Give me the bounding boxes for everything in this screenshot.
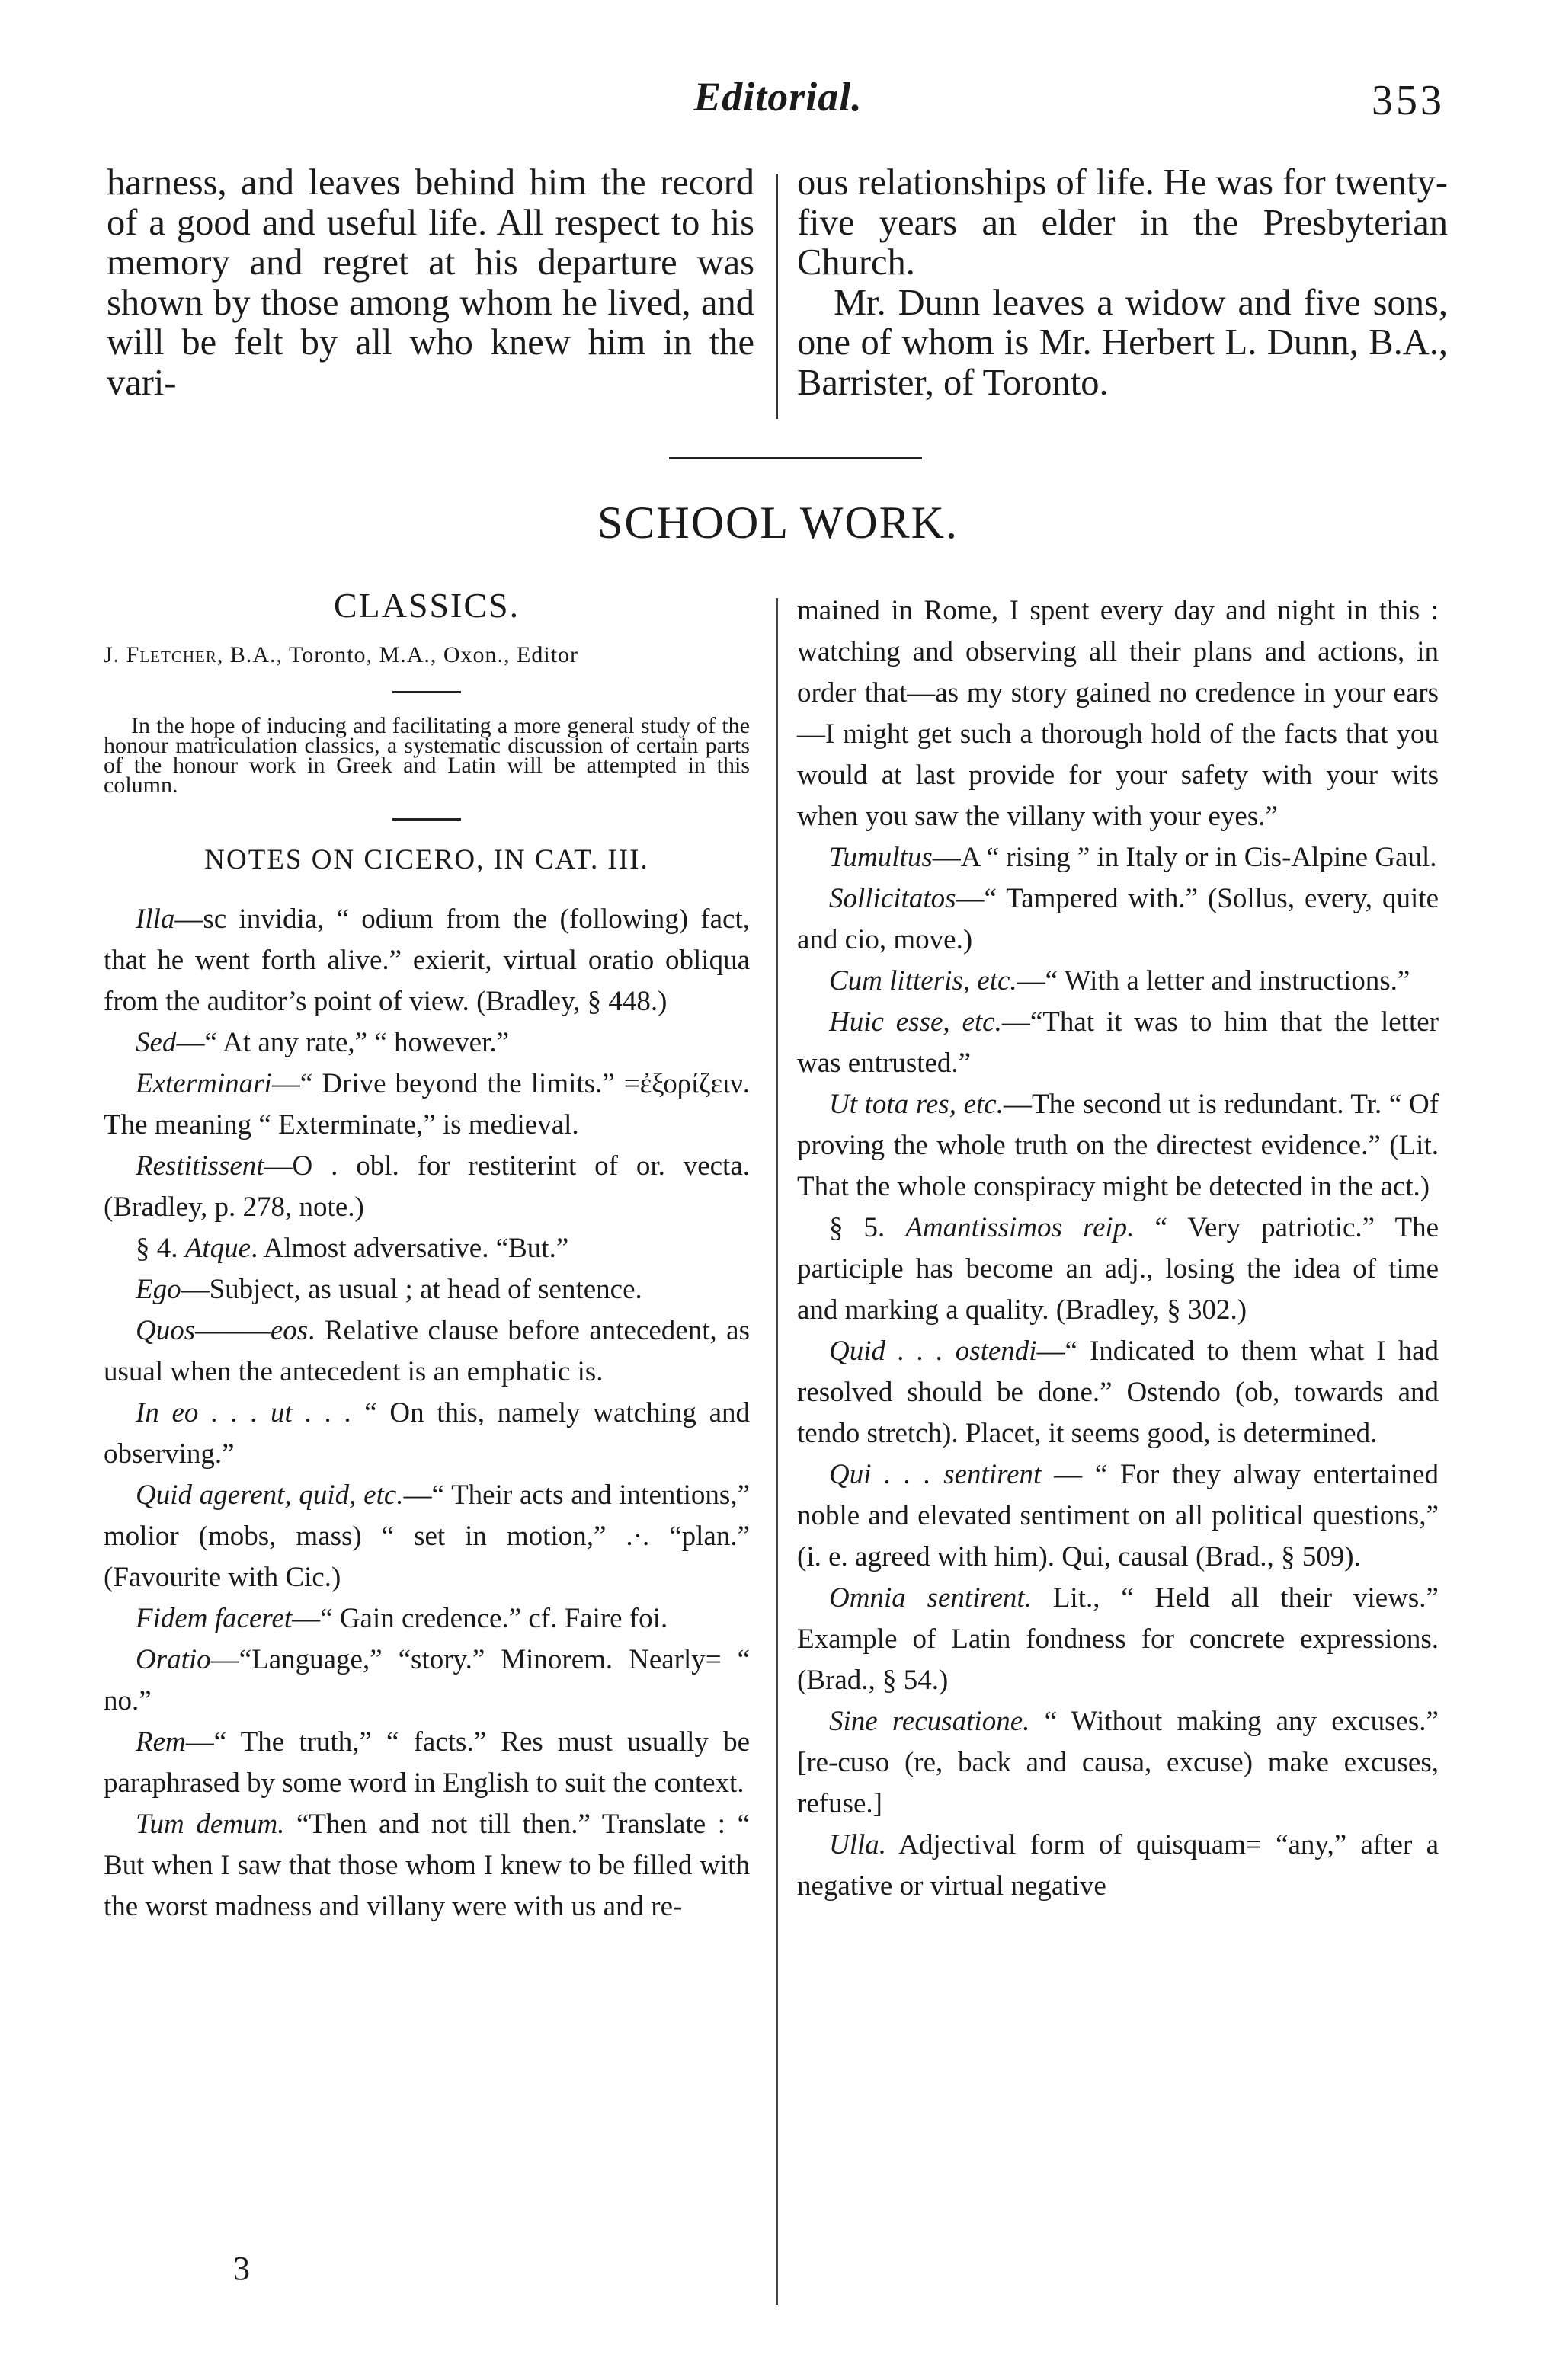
note-text: —“ With a letter and instructions.” [1017,965,1410,996]
obituary-paragraph: ous relationships of life. He was for twenty-five years an elder in the Presbyterian Church. [797,162,1448,283]
note-lemma: Amantissimos reip. [905,1212,1135,1243]
section-title: SCHOOL WORK. [597,497,959,548]
note-lemma: Tumultus [829,842,933,873]
note-lemma: Rem [136,1726,186,1758]
note-entry [797,1084,1439,1208]
note-text: —“Language,” “story.” Minorem. Nearly= “ no.” [104,1644,750,1716]
note-entry [797,1454,1439,1578]
note-lemma: Sine recusatione. [829,1706,1030,1737]
note-text: —O . obl. for restiterint of or. vecta. (Bradley, p. 278, note.) [104,1150,750,1223]
note-entry [104,1310,750,1393]
note-entry [797,1825,1439,1907]
section-number: § 4. [136,1233,185,1264]
note-text: —The second ut is redundant. Tr. “ Of proving the whole truth on the directest evidence.” (Lit. That the whole conspiracy might be detected in the act.) [797,1089,1439,1202]
note-lemma: Quos———eos [136,1315,309,1346]
note-text: —“That it was to him that the letter was entrusted.” [797,1006,1439,1079]
column-intro: In the hope of inducing and facilitating a more general study of the honour matriculation classics, a systematic discussion of certain parts of the honour work in Greek and Latin will be attempted in this column. [104,713,750,798]
signature-mark: 3 [233,2250,250,2287]
note-entry [104,1804,750,1927]
note-lemma: Sed [136,1027,177,1058]
note-text: —A “ rising ” in Italy or in Cis-Alpine Gaul. [932,842,1437,873]
note-entry [104,1393,750,1475]
note-text: . Almost adversative. “But.” [251,1233,569,1264]
section-divider [669,457,922,459]
notes-list [797,837,1439,1907]
note-entry [104,1639,750,1722]
note-entry [797,837,1439,878]
note-entry [797,1331,1439,1454]
note-entry [797,878,1439,961]
note-lemma: Omnia sentirent. [829,1582,1032,1614]
obituary-right [797,163,1448,403]
left-column [104,585,750,1927]
note-text: —“ Drive beyond the limits.” =ἐξορίζειν. The meaning “ Exterminate,” is medieval. [104,1068,750,1140]
note-lemma: Ut tota res, etc. [829,1089,1004,1120]
note-text: “Then and not till then.” Translate : “ But when I saw that those whom I knew to be filled with the worst madness and villany were with us and re- [104,1809,750,1922]
note-lemma: Quid . . . ostendi [829,1336,1037,1367]
note-lemma: Exterminari [136,1068,272,1099]
department-heading: CLASSICS. [333,586,520,625]
note-lemma: Sollicitatos [829,883,956,914]
note-entry [104,1269,750,1310]
note-entry [104,1064,750,1146]
note-text: Lit., “ Held all their views.” Example of Latin fondness for concrete expressions. (Brad., § 54.) [797,1582,1439,1696]
note-entry [797,1578,1439,1701]
note-text: . Relative clause before antecedent, as usual when the antecedent is an emphatic is. [104,1315,750,1387]
editor-line [104,642,750,668]
page-number: 353 [1372,77,1445,124]
note-entry [104,1475,750,1598]
note-text: —“ At any rate,” “ however.” [176,1027,510,1058]
note-lemma: Illa [136,904,175,935]
note-entry [797,1002,1439,1084]
note-lemma: Oratio [136,1644,211,1675]
note-text: —“ Gain credence.” cf. Faire foi. [292,1603,668,1634]
note-lemma: Qui . . . sentirent [829,1459,1042,1490]
obituary-left [107,163,754,403]
note-lemma: Huic esse, etc. [829,1006,1002,1038]
note-lemma: Fidem faceret [136,1603,293,1634]
note-text: —“ The truth,” “ facts.” Res must usually be paraphrased by some word in English to suit the context. [104,1726,750,1799]
note-lemma: Cum litteris, etc. [829,965,1017,996]
note-text: —“ Their acts and intentions,” molior (mobs, mass) “ set in motion,” .·. “plan.” (Favourite with Cic.) [104,1480,750,1593]
note-lemma: In eo . . . ut . . . [136,1397,352,1428]
note-entry [104,899,750,1022]
note-entry [104,1146,750,1228]
note-entry [104,1022,750,1064]
column-divider-top [776,174,778,419]
note-continuation: mained in Rome, I spent every day and night in this : watching and observing all their plans and actions, in order that—as my story gained no credence in your ears—I might get such a thorough hold of the facts that you would at last provide for your safety with your wits when you saw the villany with your eyes.” [797,595,1439,832]
running-title: Editorial. [693,74,863,120]
note-text: —“ Tampered with.” (Sollus, every, quite and cio, move.) [797,883,1439,955]
obituary-paragraph: harness, and leaves behind him the record of a good and useful life. All respect to his memory and regret at his departure was shown by those among whom he lived, and will be felt by all who knew him in the vari- [107,162,754,403]
note-entry [104,1228,750,1269]
note-entry [797,1208,1439,1331]
note-text: “ On this, namely watching and observing.” [104,1397,750,1470]
notes-title: NOTES ON CICERO, IN CAT. III. [204,844,649,875]
note-text: —“ Indicated to them what I had resolved should be done.” Ostendo (ob, towards and tendo stretch). Placet, it seems good, is determined. [797,1336,1439,1449]
note-lemma: Quid agerent, quid, etc. [136,1480,404,1511]
editor-credentials: , B.A., Toronto, M.A., Oxon., Editor [216,642,579,667]
note-text: — “ For they alway entertained noble and elevated sentiment on all political questions,” (i. e. agreed with him). Qui, causal (Brad., § 509). [797,1459,1439,1572]
note-text: “ Very patriotic.” The participle has become an adj., losing the idea of time and marking a quality. (Bradley, § 302.) [797,1212,1439,1326]
note-entry [797,1701,1439,1825]
notes-list [104,899,750,1927]
divider [392,691,461,693]
note-text: Adjectival form of quisquam= “any,” after a negative or virtual negative [797,1829,1439,1902]
note-entry [104,1598,750,1639]
note-lemma: Tum demum. [136,1809,285,1840]
note-lemma: Restitissent [136,1150,264,1182]
note-lemma: Ego [136,1274,181,1305]
note-lemma: Ulla. [829,1829,887,1860]
note-entry [104,1722,750,1804]
column-divider [776,598,778,2305]
section-number: § 5. [829,1212,906,1243]
obituary-paragraph: Mr. Dunn leaves a widow and five sons, one of whom is Mr. Herbert L. Dunn, B.A., Barrister, of Toronto. [797,282,1448,403]
note-text: —sc invidia, “ odium from the (following) fact, that he went forth alive.” exierit, virtual oratio obliqua from the auditor’s point of view. (Bradley, § 448.) [104,904,750,1017]
note-text: “ Without making any excuses.” [re-cuso (re, back and causa, excuse) make excuses, refuse.] [797,1706,1439,1819]
divider [392,818,461,821]
note-lemma: Atque [184,1233,251,1264]
right-column [797,590,1439,1907]
editor-name: J. Fletcher [104,642,217,667]
note-entry [797,961,1439,1002]
note-text: —Subject, as usual ; at head of sentence. [181,1274,642,1305]
